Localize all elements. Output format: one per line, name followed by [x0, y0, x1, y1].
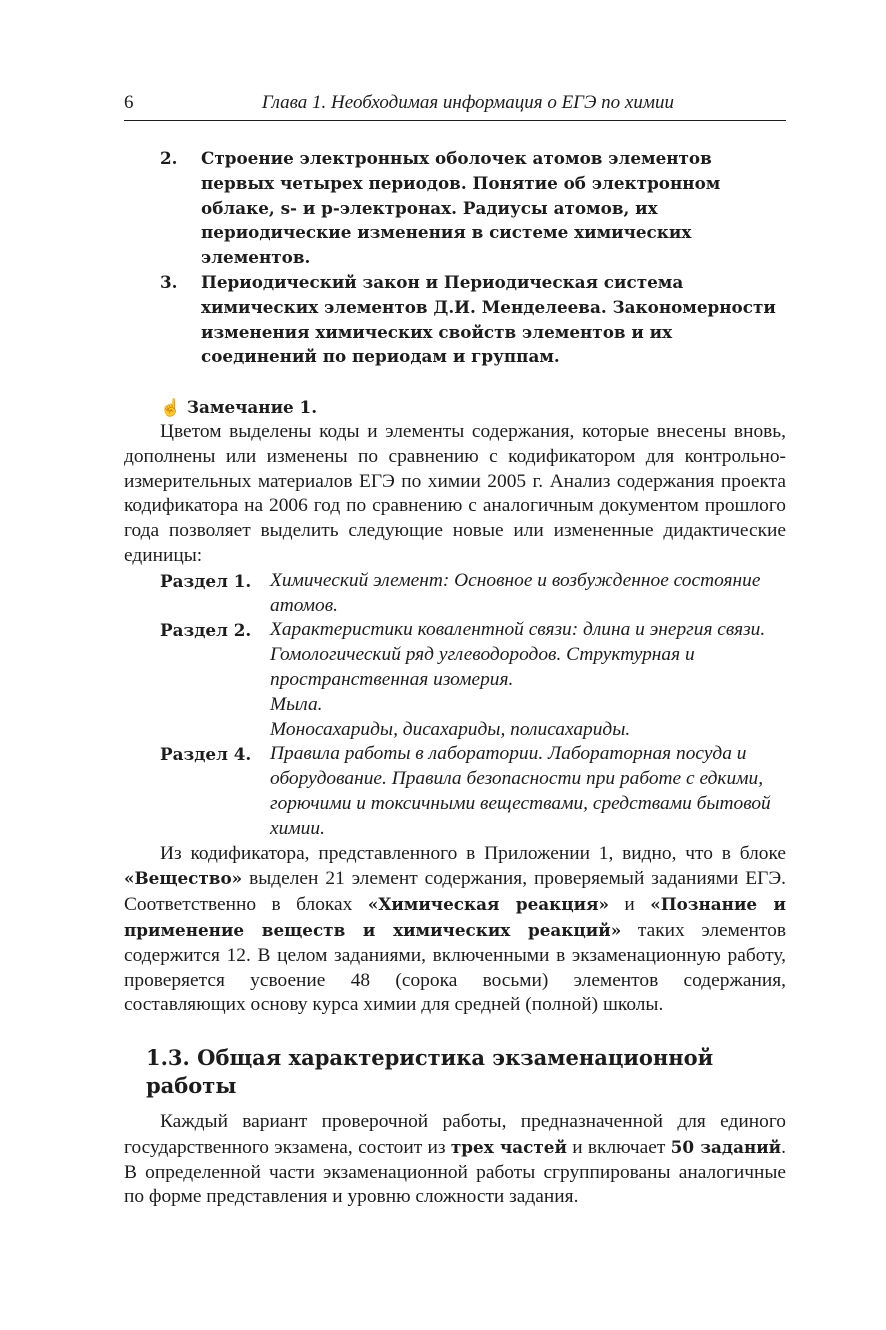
- text-run: и включает: [566, 1136, 671, 1158]
- section-entry: [160, 569, 786, 619]
- section-entry: [160, 618, 786, 742]
- note-intro: Цветом выделены коды и элементы содержания, которые внесены вновь, дополнены или изменены по сравнению с кодификатором для контрольно-измерительных материалов ЕГЭ по химии 2005 г. Анализ содержания проекта кодификатора на 2006 год по сравнению с аналогичным документом прошлого года позволяет выделить следующие новые или измененные дидактические единицы:: [124, 420, 786, 566]
- list-item: [160, 270, 786, 369]
- section-label: Раздел 2.: [160, 620, 252, 641]
- section-label: Раздел 1.: [160, 570, 252, 591]
- numbered-list: [124, 146, 786, 369]
- bold-term: «Познание и применение веществ и химических реакций»: [124, 894, 786, 940]
- page-body: [124, 146, 786, 1210]
- page-number: 6: [124, 92, 134, 113]
- section-content: [270, 742, 786, 841]
- section-content: [270, 569, 786, 619]
- text-run: таких элементов содержится 12. В целом заданиями, включенными в экзаменационную работу, проверяется усвоение 48 (сорока восьми) элементов содержания, составляющих основу курса химии для средней (полной) школы.: [124, 919, 786, 1016]
- section-entry: [160, 742, 786, 841]
- bold-term: «Химическая реакция»: [367, 894, 609, 915]
- item-number: 2.: [160, 148, 178, 168]
- section-heading: 1.3. Общая характеристика экзаменационной работы: [146, 1045, 714, 1099]
- pointing-hand-icon: ☝: [160, 397, 181, 418]
- note-heading: [160, 395, 786, 420]
- list-item: [160, 146, 786, 270]
- item-text: Строение электронных оболочек атомов элементов первых четырех периодов. Понятие об электронном облаке, s- и p-электронах. Радиусы атомов, их периодические изменения в системе химических элементов.: [201, 148, 721, 268]
- section-line: Моносахариды, дисахариды, полисахариды.: [270, 718, 631, 740]
- text-run: Из кодификатора, представленного в Приложении 1, видно, что в блоке: [160, 842, 786, 864]
- bold-term: трех частей: [450, 1136, 567, 1157]
- section-content: [270, 618, 786, 742]
- section-line: Гомологический ряд углеводородов. Структурная и пространственная изомерия.: [270, 644, 695, 690]
- text-run: и: [608, 894, 651, 916]
- chapter-title: Глава 1. Необходимая информация о ЕГЭ по химии: [261, 92, 674, 113]
- section-line: Химический элемент: Основное и возбужденное состояние атомов.: [270, 569, 761, 616]
- section-line: Правила работы в лаборатории. Лабораторная посуда и оборудование. Правила безопасности при работе с едкими, горючими и токсичными веществами, средствами бытовой химии.: [270, 743, 771, 839]
- text-run: выделен 21 элемент содержания, проверяемый заданиями ЕГЭ. Соответственно в блоках: [124, 868, 786, 916]
- bold-term: «Вещество»: [124, 868, 243, 889]
- note-title: Замечание 1.: [186, 397, 318, 418]
- item-text: Периодический закон и Периодическая система химических элементов Д.И. Менделеева. Закономерности изменения химических свойств элементов и их соединений по периодам и группам.: [201, 271, 776, 367]
- section-line: Характеристики ковалентной связи: длина и энергия связи.: [270, 619, 766, 641]
- bold-term: 50 заданий: [670, 1136, 782, 1157]
- text-run: Каждый вариант проверочной работы, предназначенной для единого государственного экзамена, состоит из: [124, 1111, 786, 1158]
- item-number: 3.: [160, 271, 178, 292]
- codifier-paragraph: [124, 842, 786, 1019]
- text-run: . В определенной части экзаменационной работы сгруппированы аналогичные по форме представления и уровню сложности задания.: [124, 1136, 786, 1208]
- section-label: Раздел 4.: [160, 744, 252, 765]
- exam-structure-paragraph: [124, 1110, 786, 1210]
- running-header: [124, 90, 786, 121]
- section-line: Мыла.: [270, 693, 323, 715]
